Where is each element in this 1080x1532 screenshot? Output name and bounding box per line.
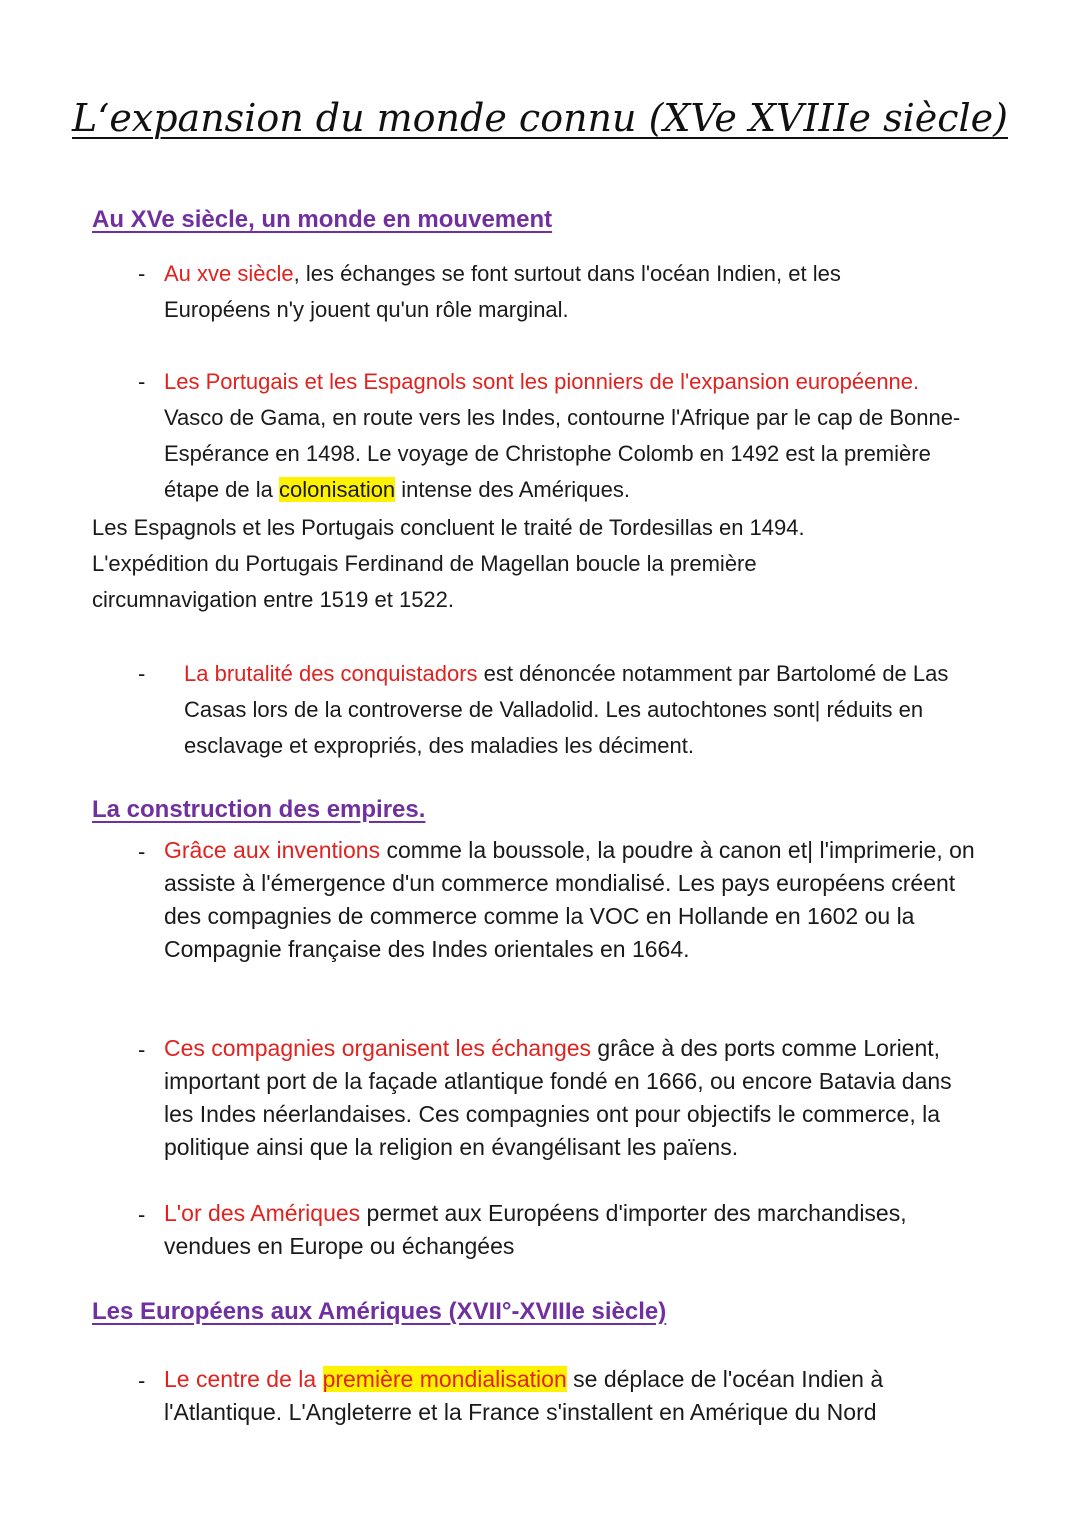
bullet-text: permet aux Européens d'importer des marchandises, vendues en Europe ou échangées bbox=[164, 1200, 907, 1259]
bullet-text-end: intense des Amériques. bbox=[395, 477, 630, 502]
highlight-red-text: L'or des Amériques bbox=[164, 1200, 361, 1226]
bullet-dash: - bbox=[138, 369, 146, 394]
bullet-text: grâce à des ports comme Lorient, important port de la façade atlantique fondé en 1666, ou encore Batavia dans les Indes néerlandaises. Ces compagnies ont pour objectifs le commerce, la politique ainsi que la religion en évangélisant les païens. bbox=[164, 1035, 952, 1160]
bullet-text: comme la boussole, la poudre à canon et| l'imprimerie, on assiste à l'émergence d'un commerce mondialisé. Les pays européens créent des compagnies de commerce comme la VOC en Hollande en 1602 ou la Compagnie française des Indes orientales en 1664. bbox=[164, 837, 975, 962]
bullet-text: Vasco de Gama, en route vers les Indes, contourne l'Afrique par le cap de Bonne-Espérance en 1498. Le voyage de Christophe Colomb en 1492 est la première étape de la bbox=[164, 405, 961, 502]
bullet-text: se déplace de l'océan Indien à l'Atlantique. L'Angleterre et la France s'installent en Amérique du Nord bbox=[164, 1366, 884, 1425]
highlight-red-text: La brutalité des conquistadors bbox=[184, 661, 478, 686]
paragraph-magellan: L'expédition du Portugais Ferdinand de Magellan boucle la première circumnavigation entre 1519 et 1522. bbox=[92, 551, 757, 612]
highlight-red-text: Au xve siècle bbox=[164, 261, 294, 286]
section-heading-3: Les Européens aux Amériques (XVII°-XVIIIe siècle) bbox=[92, 1298, 667, 1325]
paragraph-tordesillas: Les Espagnols et les Portugais concluent le traité de Tordesillas en 1494. bbox=[92, 515, 805, 540]
page-title: L‘expansion du monde connu (XVe XVIIIe siècle) bbox=[72, 96, 1008, 140]
bullet-dash: - bbox=[138, 1037, 146, 1062]
yellow-highlight: colonisation bbox=[278, 477, 396, 502]
yellow-highlight: première mondialisation bbox=[322, 1366, 567, 1392]
highlight-red-text: Grâce aux inventions bbox=[164, 837, 381, 863]
highlight-red-text: Ces compagnies organisent les échanges bbox=[164, 1035, 592, 1061]
bullet-dash: - bbox=[138, 661, 146, 686]
bullet-dash: - bbox=[138, 839, 146, 864]
section-heading-2: La construction des empires. bbox=[92, 796, 426, 823]
bullet-text: , les échanges se font surtout dans l'océan Indien, et les Européens n'y jouent qu'un rôle marginal. bbox=[164, 261, 841, 322]
highlight-red-text: Le centre de la bbox=[164, 1366, 323, 1392]
section-heading-1: Au XVe siècle, un monde en mouvement bbox=[92, 206, 553, 233]
highlight-red-text: Les Portugais et les Espagnols sont les pionniers de l'expansion européenne. bbox=[164, 369, 920, 394]
bullet-dash: - bbox=[138, 1202, 146, 1227]
bullet-dash: - bbox=[138, 1368, 146, 1393]
bullet-text: est dénoncée notamment par Bartolomé de Las Casas lors de la controverse de Valladolid. Les autochtones sont| réduits en esclavage et expropriés, des maladies les déciment. bbox=[184, 661, 949, 758]
bullet-dash: - bbox=[138, 261, 146, 286]
